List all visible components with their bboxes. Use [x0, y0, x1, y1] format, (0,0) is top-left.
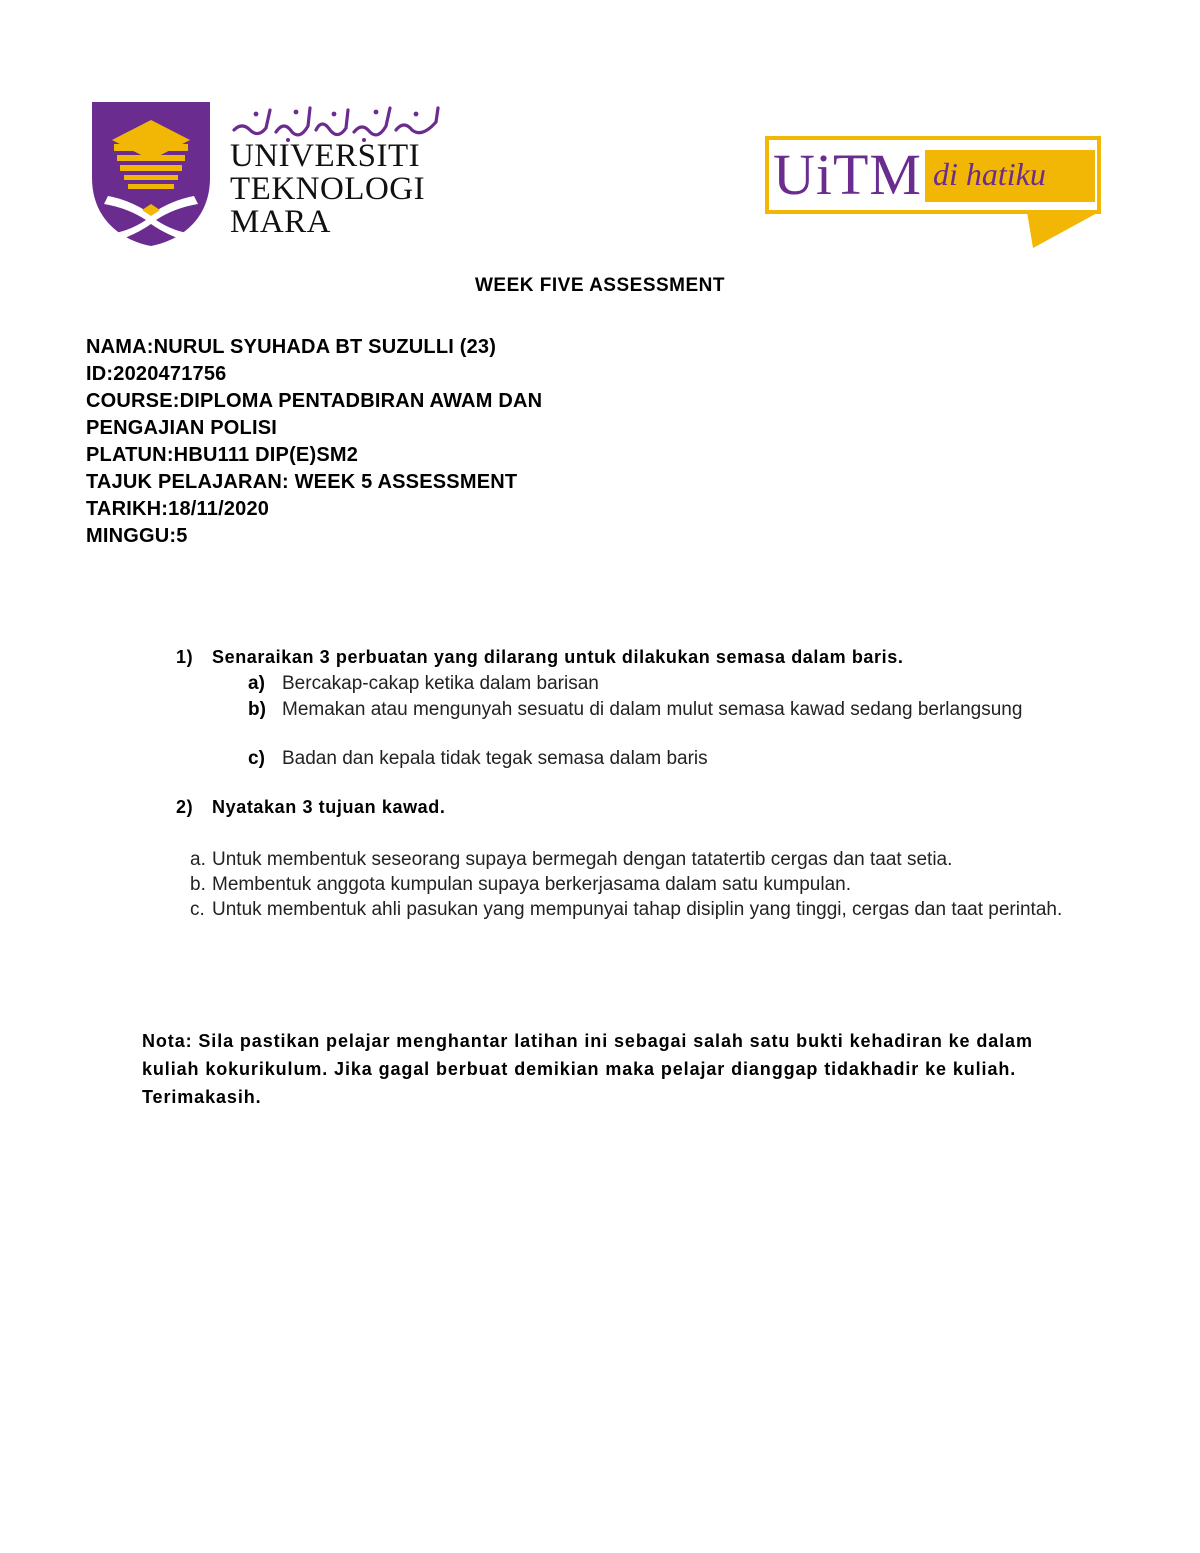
info-course-line-2: PENGAJIAN POLISI	[86, 417, 278, 439]
question-2	[176, 797, 445, 818]
info-platun: PLATUN:HBU111 DIP(E)SM2	[86, 444, 359, 466]
uitm-brand-text: UiTM	[773, 142, 922, 207]
info-tajuk: TAJUK PELAJARAN: WEEK 5 ASSESSMENT	[86, 471, 518, 493]
di-hatiku-tagline: di hatiku	[933, 156, 1046, 192]
student-info	[86, 334, 726, 550]
jawi-script-icon	[230, 100, 442, 142]
answer-label: c)	[248, 748, 265, 769]
university-name-line-1: UNIVERSITI	[230, 138, 421, 174]
question-1	[176, 647, 903, 668]
page-title: WEEK FIVE ASSESSMENT	[475, 275, 725, 296]
info-minggu: MINGGU:5	[86, 525, 188, 547]
answer-label: c.	[190, 899, 205, 920]
answer-label: a)	[248, 673, 265, 694]
question-text: Nyatakan 3 tujuan kawad.	[212, 797, 446, 817]
info-tarikh: TARIKH:18/11/2020	[86, 498, 270, 520]
answer-text: Memakan atau mengunyah sesuatu di dalam mulut semasa kawad sedang berlangsung	[282, 699, 1023, 720]
uitm-di-hatiku-logo	[765, 136, 1101, 250]
info-id: ID:2020471756	[86, 363, 227, 385]
answer-text: Untuk membentuk seseorang supaya bermegah dengan tatatertib cergas dan taat setia.	[212, 849, 953, 870]
nota-paragraph: Nota: Sila pastikan pelajar menghantar latihan ini sebagai salah satu bukti kehadiran ke dalam kuliah kokurikulum. Jika gagal berbuat demikian maka pelajar dianggap tidakhadir ke kuliah. Terimakasih.	[142, 1031, 1033, 1107]
university-name	[230, 140, 425, 239]
question-number: 2)	[176, 797, 194, 817]
info-course-line-1: COURSE:DIPLOMA PENTADBIRAN AWAM DAN	[86, 390, 543, 412]
answer-label: a.	[190, 849, 206, 870]
answer-text: Membentuk anggota kumpulan supaya berkerjasama dalam satu kumpulan.	[212, 874, 851, 895]
uitm-university-logo	[90, 100, 440, 250]
answer-text: Bercakap-cakap ketika dalam barisan	[282, 673, 599, 694]
university-name-line-3: MARA	[230, 204, 332, 240]
uitm-crest-icon	[90, 100, 212, 248]
answer-text: Badan dan kepala tidak tegak semasa dalam baris	[282, 748, 708, 769]
answer-label: b.	[190, 874, 206, 895]
answer-text: Untuk membentuk ahli pasukan yang mempunyai tahap disiplin yang tinggi, cergas dan taat perintah.	[212, 899, 1063, 920]
question-text: Senaraikan 3 perbuatan yang dilarang untuk dilakukan semasa dalam baris.	[212, 647, 904, 667]
university-name-line-2: TEKNOLOGI	[230, 171, 426, 207]
info-nama: NAMA:NURUL SYUHADA BT SUZULLI (23)	[86, 336, 497, 358]
answer-label: b)	[248, 699, 266, 720]
question-number: 1)	[176, 647, 194, 667]
